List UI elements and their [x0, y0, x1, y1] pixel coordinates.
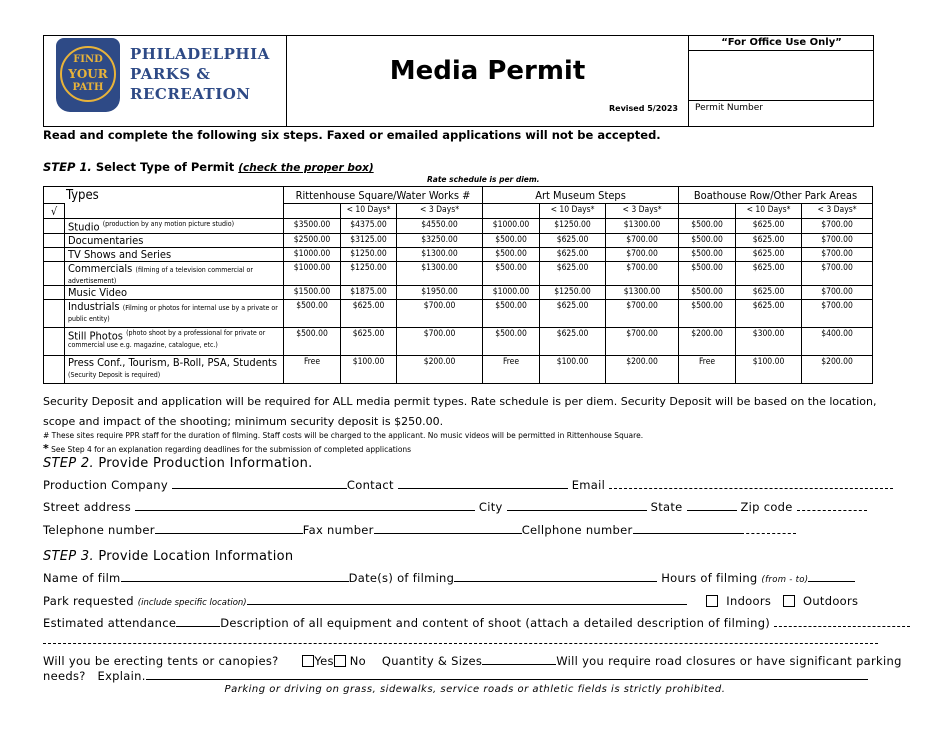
rate-cell: $500.00: [483, 327, 540, 355]
rate-cell: $1300.00: [606, 285, 679, 299]
rate-cell: $625.00: [540, 261, 606, 285]
step1-heading: STEP 1. Select Type of Permit (check the proper box): [43, 160, 374, 174]
table-row: [44, 247, 873, 261]
telephone-input[interactable]: [155, 523, 303, 534]
location-header: Art Museum Steps: [483, 187, 679, 204]
outdoors-label: Outdoors: [802, 594, 859, 608]
permit-type-name: Press Conf., Tourism, B-Roll, PSA, Students: [68, 355, 278, 369]
permit-type-cell: [65, 261, 284, 285]
fax-label: Fax number: [302, 523, 374, 537]
attendance-label: Estimated attendance: [43, 616, 177, 630]
sub-header: [284, 204, 341, 219]
park-input[interactable]: [247, 594, 687, 605]
rate-cell: $625.00: [540, 327, 606, 355]
hash-note: # These sites require PPR staff for the duration of filming. Staff costs will be charged to the applicant. No music videos will be permitted in Rittenhouse Square.: [43, 431, 644, 440]
permit-type-checkbox[interactable]: [44, 247, 65, 261]
permit-type-note: (production by any motion picture studio): [102, 220, 235, 228]
rate-cell: $700.00: [606, 233, 679, 247]
rate-cell: $625.00: [736, 285, 802, 299]
rate-cell: $625.00: [540, 247, 606, 261]
step2-row1: [43, 478, 893, 492]
city-input[interactable]: [507, 500, 647, 511]
rate-cell: $1500.00: [284, 285, 341, 299]
film-name-label: Name of film: [43, 571, 121, 585]
logo-name: PHILADELPHIA PARKS & RECREATION: [130, 45, 270, 103]
page-title: Media Permit: [389, 56, 586, 86]
step3-row3: [43, 616, 893, 630]
street-address-input[interactable]: [135, 500, 475, 511]
rate-cell: $700.00: [802, 233, 873, 247]
logo-badge-line: YOUR: [68, 67, 108, 81]
state-input[interactable]: [687, 500, 737, 511]
rate-cell: $500.00: [679, 299, 736, 327]
indoors-label: Indoors: [726, 594, 772, 608]
permit-type-name: Still Photos: [68, 329, 123, 343]
permit-number-field[interactable]: [689, 100, 874, 126]
table-row: [44, 355, 873, 383]
rates-table: [43, 186, 873, 384]
rate-cell: $1250.00: [341, 261, 397, 285]
rate-cell: $500.00: [679, 233, 736, 247]
permit-type-checkbox[interactable]: [44, 327, 65, 355]
email-label: Email: [571, 478, 606, 492]
quantity-input[interactable]: [482, 654, 556, 665]
dates-label: Date(s) of filming: [348, 571, 455, 585]
permit-type-note: (photo shoot by a professional for private or commercial use e.g. magazine, catalogue, etc.): [68, 328, 266, 350]
dates-input[interactable]: [454, 571, 657, 582]
permit-type-cell: [65, 233, 284, 247]
intro-note: Read and complete the following six steps. Faxed or emailed applications will not be accepted.: [43, 128, 661, 142]
sub-header: < 10 Days*: [736, 204, 802, 219]
step3-row2: [43, 594, 893, 608]
cellphone-input-dash: [741, 523, 796, 534]
permit-type-checkbox[interactable]: [44, 285, 65, 299]
rate-cell: $1300.00: [606, 219, 679, 234]
rate-cell: $1250.00: [540, 219, 606, 234]
tents-no-checkbox[interactable]: [334, 655, 346, 667]
production-company-label: Production Company: [43, 478, 168, 492]
permit-type-cell: [65, 285, 284, 299]
permit-number-label: Permit Number: [695, 103, 763, 113]
rate-cell: $625.00: [540, 299, 606, 327]
step3-heading: STEP 3. Provide Location Information: [43, 549, 294, 564]
permit-type-note: (Filming or photos for internal use by a private or public entity): [68, 303, 278, 323]
permit-type-checkbox[interactable]: [44, 355, 65, 383]
rate-cell: $625.00: [736, 247, 802, 261]
rate-cell: $500.00: [483, 247, 540, 261]
rate-cell: $700.00: [802, 261, 873, 285]
permit-type-cell: [65, 355, 284, 383]
rate-cell: $3125.00: [341, 233, 397, 247]
rate-cell: $1000.00: [284, 247, 341, 261]
sub-header: < 3 Days*: [802, 204, 873, 219]
permit-type-checkbox[interactable]: [44, 219, 65, 234]
permit-type-checkbox[interactable]: [44, 299, 65, 327]
rate-cell: $200.00: [397, 355, 483, 383]
rate-cell: $1250.00: [540, 285, 606, 299]
rate-cell: $700.00: [606, 261, 679, 285]
rate-cell: $4550.00: [397, 219, 483, 234]
film-name-input[interactable]: [121, 571, 349, 582]
tents-question: Will you be erecting tents or canopies?: [43, 654, 279, 668]
star-note: * See Step 4 for an explanation regarding deadlines for the submission of completed applications: [43, 442, 412, 455]
rate-cell: $625.00: [341, 299, 397, 327]
email-input[interactable]: [609, 478, 893, 489]
description-label: Description of all equipment and content of shoot (attach a detailed description of filming): [220, 616, 771, 630]
permit-type-name: TV Shows and Series: [68, 247, 172, 261]
rate-cell: $625.00: [736, 233, 802, 247]
zip-input[interactable]: [797, 500, 867, 511]
step2-row3: [43, 523, 893, 537]
rate-cell: $625.00: [540, 233, 606, 247]
rate-cell: $700.00: [397, 299, 483, 327]
zip-label: Zip code: [740, 500, 793, 514]
rate-cell: $500.00: [679, 247, 736, 261]
rate-cell: Free: [483, 355, 540, 383]
rate-cell: $400.00: [802, 327, 873, 355]
outdoors-checkbox[interactable]: [783, 595, 795, 607]
rate-cell: $1875.00: [341, 285, 397, 299]
table-row: [44, 327, 873, 355]
rate-cell: $1000.00: [483, 285, 540, 299]
park-requested-label: Park requested: [43, 594, 134, 608]
deposit-text: Security Deposit and application will be required for ALL media permit types. Rate schedule is per diem. Security Deposit will be based on the location, scope and impact of the shooting; minimum security deposit is $250.00.: [43, 395, 877, 428]
hours-label: Hours of filming: [661, 571, 758, 585]
rate-cell: Free: [284, 355, 341, 383]
header-box: [43, 35, 874, 127]
rate-cell: $200.00: [606, 355, 679, 383]
rate-cell: $100.00: [736, 355, 802, 383]
rate-cell: $300.00: [736, 327, 802, 355]
logo-badge-line: FIND: [73, 54, 103, 65]
state-label: State: [650, 500, 683, 514]
rate-cell: $200.00: [802, 355, 873, 383]
location-header: Rittenhouse Square/Water Works #: [284, 187, 483, 204]
attendance-input[interactable]: [176, 616, 220, 627]
rate-cell: $2500.00: [284, 233, 341, 247]
logo-badge: [56, 38, 120, 112]
production-company-input[interactable]: [172, 478, 347, 489]
table-row: [44, 233, 873, 247]
table-row: [44, 299, 873, 327]
rate-cell: $500.00: [483, 233, 540, 247]
rate-cell: $625.00: [341, 327, 397, 355]
rate-cell: $100.00: [540, 355, 606, 383]
location-header: Boathouse Row/Other Park Areas: [679, 187, 873, 204]
rate-cell: $500.00: [679, 285, 736, 299]
permit-type-name: Music Video: [68, 285, 128, 299]
permit-type-name: Documentaries: [68, 233, 144, 247]
permit-type-name: Commercials: [68, 261, 133, 275]
rate-cell: $1250.00: [341, 247, 397, 261]
description-input[interactable]: [774, 616, 910, 627]
title-cell: [287, 36, 688, 126]
rate-cell: $4375.00: [341, 219, 397, 234]
rate-cell: $700.00: [802, 285, 873, 299]
step3-row1: [43, 571, 893, 585]
check-header: √: [44, 204, 65, 219]
rate-cell: $700.00: [802, 299, 873, 327]
rate-schedule-note: Rate schedule is per diem.: [427, 175, 540, 184]
rate-cell: $500.00: [679, 219, 736, 234]
rate-cell: $3250.00: [397, 233, 483, 247]
table-row: [44, 219, 873, 234]
rate-cell: $100.00: [341, 355, 397, 383]
park-hint: (include specific location): [137, 598, 247, 608]
sub-header: < 10 Days*: [341, 204, 397, 219]
rate-cell: $700.00: [802, 219, 873, 234]
cellphone-input[interactable]: [633, 523, 741, 534]
permit-type-cell: [65, 327, 284, 355]
rate-cell: $625.00: [736, 299, 802, 327]
sub-header: < 10 Days*: [540, 204, 606, 219]
tents-yes-label: Yes: [314, 654, 334, 668]
rate-cell: $700.00: [397, 327, 483, 355]
step2-heading: STEP 2. Provide Production Information.: [43, 456, 313, 471]
telephone-label: Telephone number: [43, 523, 155, 537]
rate-cell: $1300.00: [397, 261, 483, 285]
indoors-checkbox[interactable]: [706, 595, 718, 607]
rate-cell: $500.00: [284, 327, 341, 355]
permit-type-note: (filming of a television commercial or advertisement): [68, 265, 253, 285]
rate-cell: $700.00: [606, 247, 679, 261]
hours-input[interactable]: [808, 571, 855, 582]
step3-row4: [43, 654, 903, 684]
quantity-label: Quantity & Sizes: [381, 654, 483, 668]
office-use-cell: [688, 36, 874, 126]
sub-header: < 3 Days*: [397, 204, 483, 219]
permit-type-name: Studio: [68, 220, 100, 234]
rate-cell: Free: [679, 355, 736, 383]
rate-cell: $625.00: [736, 261, 802, 285]
permit-type-name: Industrials: [68, 299, 120, 313]
cellphone-label: Cellphone number: [521, 523, 633, 537]
rate-cell: $500.00: [679, 261, 736, 285]
sub-header: [483, 204, 540, 219]
sub-header: [679, 204, 736, 219]
rate-cell: $3500.00: [284, 219, 341, 234]
permit-type-checkbox[interactable]: [44, 261, 65, 285]
permit-type-cell: [65, 299, 284, 327]
tents-no-label: No: [349, 654, 367, 668]
office-use-title: “For Office Use Only”: [689, 36, 874, 51]
logo-badge-line: PATH: [72, 82, 104, 93]
tents-yes-checkbox[interactable]: [302, 655, 314, 667]
rate-cell: $500.00: [483, 299, 540, 327]
fax-input[interactable]: [374, 523, 522, 534]
contact-input[interactable]: [398, 478, 568, 489]
road-question: Will you require road closures or have significant parking needs?: [43, 654, 902, 683]
rate-cell: $700.00: [802, 247, 873, 261]
rate-cell: $500.00: [284, 299, 341, 327]
permit-type-cell: [65, 219, 284, 234]
hours-hint: (from - to): [761, 575, 809, 585]
explain-input[interactable]: [146, 669, 868, 680]
types-subheader: [65, 204, 284, 219]
explain-label: Explain.: [97, 669, 146, 683]
permit-type-checkbox[interactable]: [44, 233, 65, 247]
table-row: [44, 285, 873, 299]
contact-label: Contact: [346, 478, 394, 492]
permit-type-cell: [65, 247, 284, 261]
types-header: Types: [44, 187, 284, 204]
footer-note: Parking or driving on grass, sidewalks, service roads or athletic fields is strictly prohibited.: [224, 684, 726, 695]
rate-cell: $1300.00: [397, 247, 483, 261]
rate-cell: $700.00: [606, 299, 679, 327]
street-address-label: Street address: [43, 500, 131, 514]
sub-header: < 3 Days*: [606, 204, 679, 219]
step2-row2: [43, 500, 893, 514]
city-label: City: [478, 500, 503, 514]
rate-cell: $1950.00: [397, 285, 483, 299]
rate-cell: $200.00: [679, 327, 736, 355]
revised-date: Revised 5/2023: [609, 104, 678, 113]
logo-cell: [44, 36, 287, 126]
rate-cell: $625.00: [736, 219, 802, 234]
rate-cell: $1000.00: [483, 219, 540, 234]
permit-type-note: (Security Deposit is required): [68, 370, 161, 379]
rate-cell: $500.00: [483, 261, 540, 285]
table-row: [44, 261, 873, 285]
description-continuation-line[interactable]: [43, 643, 878, 644]
rate-cell: $1000.00: [284, 261, 341, 285]
rate-cell: $700.00: [606, 327, 679, 355]
